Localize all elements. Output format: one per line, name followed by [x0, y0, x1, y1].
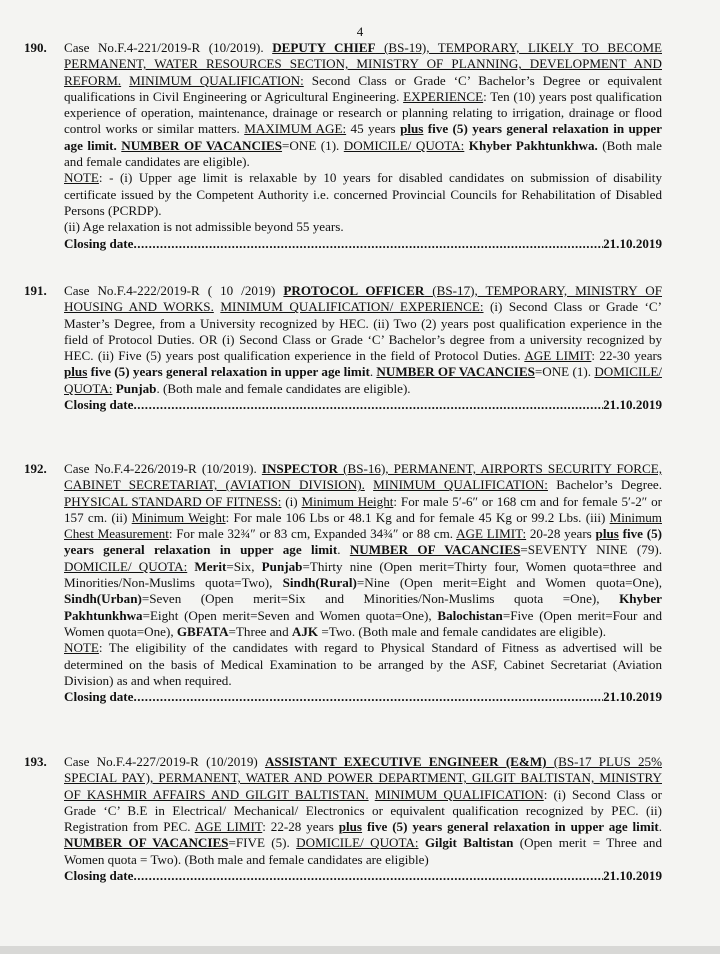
domicile-note: (Both male and female candidates are eligible). — [64, 137, 662, 170]
closing-date-label: Closing date — [64, 868, 134, 884]
vacancy-entry-190 — [24, 40, 664, 252]
vacancies-value: =ONE (1). — [282, 137, 344, 153]
domicile-note: . (Both male and female candidates are eligible). — [156, 380, 411, 396]
min-qualification: (i) Second Class or Grade ‘C’ Master’s Degree, from a University recognized by HEC. (ii) Two (2) years post qualification experience in the field of Protocol Duties. OR (i) Second Class or Grade ‘C’ Bachelor’s degree from a university recognized by HEC. (ii) Five (5) years post qualification experience in the field of Protocol Duties. — [64, 299, 662, 364]
entry-number: 191. — [24, 283, 47, 298]
closing-date: 21.10.2019 — [603, 397, 662, 413]
quota-kp-value: =Eight (Open merit=Seven and Women quota=One), — [142, 607, 438, 623]
experience-label: EXPERIENCE — [403, 88, 484, 104]
quota-sindh-urban: Sindh(Urban) — [64, 591, 142, 607]
vacancies-label: NUMBER OF VACANCIES — [121, 137, 283, 153]
domicile-label: DOMICILE/ QUOTA: — [64, 364, 662, 396]
min-height-label: Minimum Height — [301, 493, 394, 509]
quota-punjab-value: =Thirty nine (Open merit=Thirty four, Women quota=three and Minorities/Non-Muslims quota=Two), — [64, 558, 662, 591]
quota-kp: Khyber Pakhtunkhwa — [64, 591, 662, 623]
closing-date-line — [64, 397, 662, 413]
quota-punjab: Punjab — [261, 558, 303, 574]
note-label: NOTE — [64, 170, 99, 186]
closing-date-line — [64, 689, 662, 705]
quota-merit: Merit — [187, 558, 227, 574]
min-qualification-label: MINIMUM QUALIFICATION/ EXPERIENCE: — [220, 299, 484, 315]
vacancies-value: =FIVE (5). — [228, 835, 290, 851]
dot-leader — [133, 868, 603, 884]
age-relaxation: five (5) years general relaxation in upper age limit — [87, 364, 370, 380]
closing-date-label: Closing date — [64, 689, 134, 705]
entry-body: Case No.F.4-227/2019-R (10/2019) ASSISTANT EXECUTIVE ENGINEER (E&M) (BS-17 PLUS 25% SPECIAL PAY), PERMANENT, WATER AND POWER DEPARTMENT, GILGIT BALTISTAN, MINISTRY OF KASHMIR AFFAIRS AND GILGIT BALTISTAN. MINIMUM QUALIFICATION: (i) Second Class or Grade ‘C’ B.E in Electrical/ Mechanical/ Electronics or equivalent qualification recognized by PEC. (ii) Registration from PEC. AGE LIMIT: 22-28 years plus five (5) years general relaxation in upper age limit. NUMBER OF VACANCIES=FIVE (5). DOMICILE/ QUOTA: Gilgit Baltistan (Open merit = Three and Women quota = Two). (Both male and female candidates are eligible) Closing date ..... 21.10.2019 — [64, 754, 662, 884]
quota-merit-value: =Six, — [226, 558, 262, 574]
age-value: : 22-30 years — [591, 348, 662, 364]
case-number: Case No.F.4-227/2019-R (10/2019) — [64, 754, 265, 769]
quota-balochistan: Balochistan — [437, 607, 503, 623]
min-weight: : For male 106 Lbs or 48.1 Kg and for female 45 Kg or 99.2 Lbs. (iii) — [225, 509, 610, 525]
vacancies-value: =SEVENTY NINE (79). — [520, 542, 663, 558]
age-label: MAXIMUM AGE: — [244, 121, 347, 137]
vacancies-label: NUMBER OF VACANCIES — [64, 835, 229, 851]
note-text: : The eligibility of the candidates with regard to Physical Standard of Fitness as advertised will be determined on the basis of Medical Examination to be arranged by the ASF, Cabinet Secretariat (Aviation Division) as and when required. — [64, 640, 662, 688]
vacancy-entry-192 — [24, 461, 664, 705]
closing-date-line — [64, 868, 662, 884]
closing-date: 21.10.2019 — [603, 868, 662, 884]
case-number: Case No.F.4-221/2019-R (10/2019). — [64, 40, 273, 55]
post-details: (BS-17 PLUS 25% SPECIAL PAY), PERMANENT, WATER AND POWER DEPARTMENT, GILGIT BALTISTAN, MINISTRY OF KASHMIR AFFAIRS AND GILGIT BALTISTAN. — [64, 754, 662, 802]
post-details: (BS-17), TEMPORARY, MINISTRY OF HOUSING AND WORKS. — [64, 283, 662, 315]
quota-sindh-rural-value: =Nine (Open merit=Eight and Women quota=One), — [356, 575, 662, 591]
age-label: AGE LIMIT: — [456, 526, 527, 542]
domicile-value: Khyber Pakhtunkhwa. — [464, 137, 598, 153]
quota-ajk: AJK — [291, 623, 319, 639]
case-number: Case No.F.4-222/2019-R ( 10 /2019) — [64, 283, 284, 298]
age-relaxation: five (5) years general relaxation in upper age limit — [362, 819, 659, 835]
age-value: 20-28 years — [526, 526, 596, 542]
entry-number: 192. — [24, 461, 47, 476]
closing-date: 21.10.2019 — [603, 235, 662, 251]
closing-date-label: Closing date — [64, 235, 134, 251]
min-qualification: Bachelor’s Degree. — [547, 477, 662, 493]
post-details: (BS-19), TEMPORARY, LIKELY TO BECOME PERMANENT, WATER RESOURCES SECTION, MINISTRY OF PLANNING, DEVELOPMENT AND REFORM. — [64, 40, 662, 88]
closing-date-line — [64, 236, 662, 252]
domicile-label: DOMICILE/ QUOTA: — [343, 137, 465, 153]
entry-body — [64, 40, 662, 252]
vacancy-entry-191 — [24, 283, 664, 413]
age-value: : 22-28 years — [262, 819, 339, 835]
domicile-value: Punjab — [112, 380, 157, 396]
min-chest-label: Minimum Chest Measurement — [64, 509, 662, 542]
quota-ajk-value: =Two. (Both male and female candidates are eligible). — [318, 623, 606, 639]
dot-leader — [133, 236, 603, 252]
age-relaxation: five (5) years general relaxation in upper age limit. — [64, 121, 662, 153]
plus-word: plus — [338, 819, 363, 835]
post-details: (BS-16), PERMANENT, AIRPORTS SECURITY FORCE, CABINET SECRETARIAT, (AVIATION DIVISION). — [64, 461, 663, 493]
quota-balochistan-value: =Five (Open merit=Four and Women quota=One), — [64, 607, 662, 639]
entry-body: Case No.F.4-226/2019-R (10/2019). INSPECTOR (BS-16), PERMANENT, AIRPORTS SECURITY FORCE, CABINET SECRETARIAT, (AVIATION DIVISION). MINIMUM QUALIFICATION: Bachelor’s Degree. PHYSICAL STANDARD OF FITNESS: (i) Minimum Height: For male 5′-6″ or 168 cm and for female 5′-2″ or 157 cm. (ii) Minimum Weight: For male 106 Lbs or 48.1 Kg and for female 45 Kg or 99.2 Lbs. (iii) Minimum Chest Measurement: For male 32¾″ or 83 cm, Expanded 34¾″ or 88 cm. AGE LIMIT: 20-28 years plus five (5) years general relaxation in upper age limit. NUMBER OF VACANCIES=SEVENTY NINE (79). DOMICILE/ QUOTA: Merit=Six, Punjab=Thirty nine (Open merit=Thirty four, Women quota=three and Minorities/Non-Muslims quota=Two), Sindh(Rural)=Nine (Open merit=Eight and Women quota=One), Sindh(Urban)=Seven (Open merit=Six and Minorities/Non-Muslims quota =One), Khyber Pakhtunkhwa=Eight (Open merit=Seven and Women quota=One), Balochistan=Five (Open merit=Four and Women quota=One), GBFATA=Three and AJK =Two. (Both male and female candidates are eligible). NOTE: The eligibility of the candidates with regard to Physical Standard of Fitness as advertised will be determined on the basis of Medical Examination to be arranged by the ASF, Cabinet Secretariat (Aviation Division) as and when required. Closing date ..... 21.10.2019 — [64, 461, 662, 705]
post-title: ASSISTANT EXECUTIVE ENGINEER (E&M) — [264, 754, 547, 769]
dot-leader — [133, 689, 603, 705]
min-qualification-label: MINIMUM QUALIFICATION — [374, 786, 544, 802]
min-chest: : For male 32¾″ or 83 cm, Expanded 34¾″ or 88 cm. — [168, 526, 454, 542]
age-label: AGE LIMIT — [524, 348, 592, 364]
physical-standard-i: (i) — [281, 493, 302, 509]
min-qualification: Second Class or Grade ‘C’ Bachelor’s Degree or equivalent qualifications in Civil Engineering or Agricultural Engineering. — [64, 72, 662, 104]
plus-word: plus — [595, 526, 619, 542]
plus-word: plus — [64, 364, 88, 380]
dot-leader — [133, 397, 603, 413]
post-title: PROTOCOL OFFICER — [283, 283, 425, 298]
domicile-label: DOMICILE/ QUOTA: — [296, 835, 419, 851]
note-text-2: (ii) Age relaxation is not admissible beyond 55 years. — [64, 219, 344, 235]
entry-number: 190. — [24, 40, 47, 55]
note-label: NOTE — [64, 640, 99, 656]
entry-body: Case No.F.4-222/2019-R ( 10 /2019) PROTOCOL OFFICER (BS-17), TEMPORARY, MINISTRY OF HOUSING AND WORKS. MINIMUM QUALIFICATION/ EXPERIENCE: (i) Second Class or Grade ‘C’ Master’s Degree, from a University recognized by HEC. (ii) Two (2) years post qualification experience in the field of Protocol Duties. OR (i) Second Class or Grade ‘C’ Bachelor’s degree from a university recognized by HEC. (ii) Five (5) years post qualification experience in the field of Protocol Duties. AGE LIMIT: 22-30 years plus five (5) years general relaxation in upper age limit. NUMBER OF VACANCIES=ONE (1). DOMICILE/ QUOTA: Punjab. (Both male and female candidates are eligible). Closing date ..... 21.10.2019 — [64, 283, 662, 413]
min-height: : For male 5′-6″ or 168 cm and for female 5′-2″ or 157 cm. (ii) — [64, 493, 662, 525]
page-number: 4 — [356, 24, 364, 39]
quota-gbfata: GBFATA — [176, 623, 229, 639]
age-value: 45 years — [346, 121, 401, 137]
age-relaxation: five (5) years general relaxation in upper age limit — [64, 526, 662, 558]
vacancies-label: NUMBER OF VACANCIES — [349, 542, 521, 558]
quota-sindh-urban-value: =Seven (Open merit=Six and Minorities/Non-Muslims quota =One), — [141, 591, 620, 607]
plus-word: plus — [400, 121, 424, 137]
min-qualification: : (i) Second Class or Grade ‘C’ B.E in Electrical/ Mechanical/ Electronics or equivalent qualification recognized by PEC. (ii) Registration from PEC. — [64, 786, 662, 835]
post-title: INSPECTOR — [261, 461, 339, 476]
physical-standard-label: PHYSICAL STANDARD OF FITNESS: — [64, 493, 282, 509]
domicile-note: (Open merit = Three and Women quota = Two). (Both male and female candidates are eligible) — [64, 835, 662, 867]
experience: : Ten (10) years post qualification experience of operation, maintenance, drainage or research or planning relating to irrigation, drainage or flood control works or similar matters. — [64, 88, 662, 137]
quota-gbfata-value: =Three and — [228, 623, 292, 639]
closing-date-label: Closing date — [64, 397, 134, 413]
post-title: DEPUTY CHIEF — [272, 40, 376, 55]
min-qualification-label: MINIMUM QUALIFICATION: — [373, 477, 548, 493]
page-bottom-edge — [0, 946, 720, 954]
quota-sindh-rural: Sindh(Rural) — [282, 575, 357, 591]
age-label: AGE LIMIT — [194, 819, 263, 835]
vacancies-value: =ONE (1). — [534, 364, 595, 380]
vacancies-label: NUMBER OF VACANCIES — [376, 364, 535, 380]
min-qualification-label: MINIMUM QUALIFICATION: — [129, 72, 304, 88]
case-number: Case No.F.4-226/2019-R (10/2019). — [64, 461, 262, 476]
domicile-label: DOMICILE/ QUOTA: — [64, 558, 188, 574]
domicile-value: Gilgit Baltistan — [418, 835, 514, 851]
vacancy-entry-193 — [24, 754, 664, 884]
min-weight-label: Minimum Weight — [131, 509, 226, 525]
entry-number: 193. — [24, 754, 47, 769]
closing-date: 21.10.2019 — [603, 689, 662, 705]
note-text: : - (i) Upper age limit is relaxable by 10 years for disabled candidates on submission of disability certificate issued by the Competent Authority i.e. concerned Provincial Councils for Rehabilitation of Disabled Persons (PCRDP). — [64, 170, 662, 218]
